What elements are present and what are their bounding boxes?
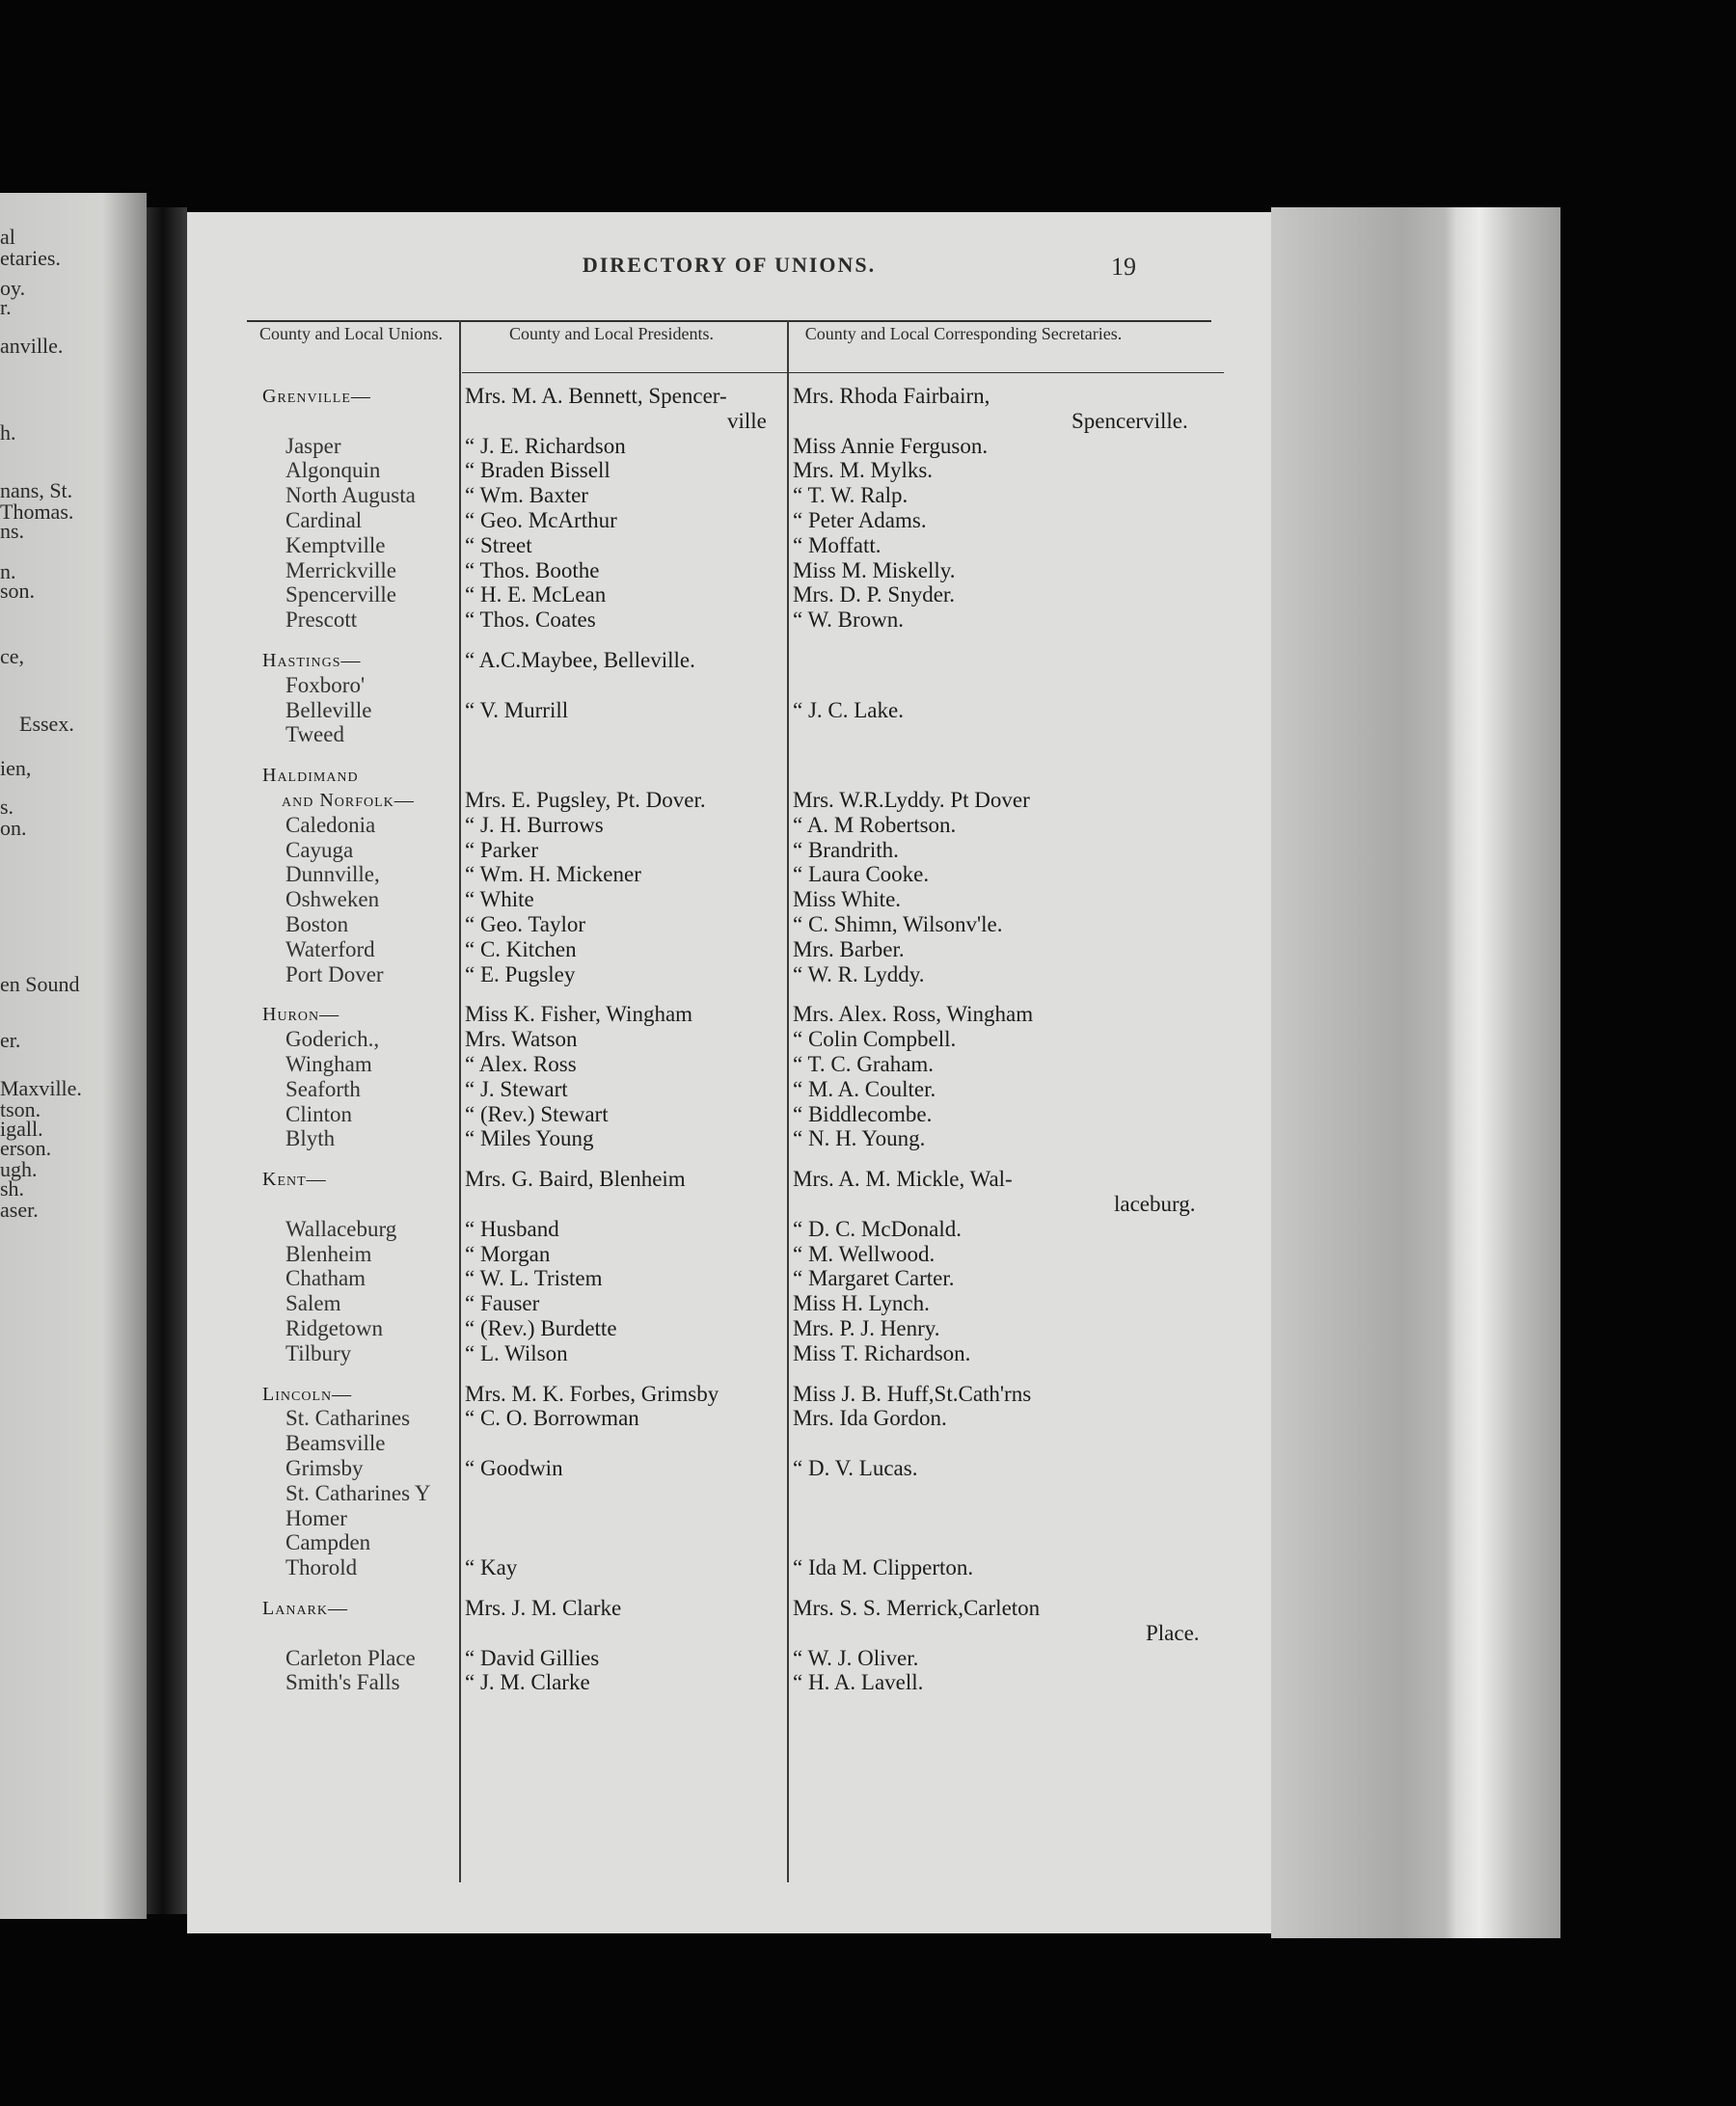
local-union-name: Boston: [285, 912, 349, 936]
directory-row: [187, 1530, 1271, 1555]
local-union-name: Prescott: [285, 608, 358, 633]
secretary-name: Place.: [1146, 1620, 1200, 1645]
local-union-name: Caledonia: [285, 812, 376, 837]
secretary-name: “ Peter Adams.: [793, 508, 927, 532]
president-name: “ David Gillies: [465, 1645, 600, 1670]
president-name: “ Thos. Coates: [465, 608, 596, 633]
local-union-name: St. Catharines: [285, 1406, 411, 1431]
directory-row: [187, 1291, 1271, 1316]
directory-row: [187, 937, 1271, 962]
directory-row: [187, 887, 1271, 912]
directory-row: [187, 962, 1271, 987]
book-gutter: [147, 207, 187, 1914]
left-page-text: igall.: [0, 1117, 43, 1141]
left-page-text: Thomas.: [0, 500, 74, 524]
local-union-name: Goderich.,: [285, 1027, 380, 1052]
directory-row: [187, 1621, 1271, 1646]
local-union-name: Grimsby: [285, 1456, 364, 1480]
local-union-name: Homer: [285, 1505, 347, 1530]
president-name: “ V. Murrill: [465, 697, 569, 722]
secretary-name: Miss J. B. Huff,St.Cath'rns: [793, 1381, 1032, 1406]
local-union-name: St. Catharines Y: [285, 1480, 431, 1505]
president-name: ville: [727, 408, 767, 433]
directory-row: [187, 862, 1271, 887]
directory-row: [187, 608, 1271, 633]
secretary-name: “ D. V. Lucas.: [793, 1456, 918, 1480]
directory-row: [187, 508, 1271, 533]
local-union-name: Wingham: [285, 1052, 372, 1076]
directory-row: [187, 788, 1271, 813]
secretary-name: “ Margaret Carter.: [793, 1266, 955, 1291]
local-union-name: Ridgetown: [285, 1316, 383, 1340]
local-union-name: Foxboro': [285, 672, 366, 697]
president-name: “ Wm. H. Mickener: [465, 862, 641, 887]
secretary-name: laceburg.: [1114, 1192, 1196, 1216]
secretary-name: Mrs. A. M. Mickle, Wal-: [793, 1167, 1013, 1192]
page-number: 19: [1111, 253, 1136, 281]
directory-row: [187, 1646, 1271, 1671]
county-name: Haldimand: [262, 765, 359, 787]
directory-row: [187, 483, 1271, 508]
header-top-rule: [247, 320, 1211, 322]
president-name: “ J. E. Richardson: [465, 433, 626, 458]
secretary-name: “ H. A. Lavell.: [793, 1670, 924, 1695]
directory-row: [187, 1167, 1271, 1192]
county-name: Huron—: [262, 1004, 340, 1026]
secretary-name: Mrs. Barber.: [793, 936, 905, 961]
secretary-name: “ D. C. McDonald.: [793, 1216, 963, 1241]
secretary-name: Miss White.: [793, 887, 902, 912]
directory-page: [187, 212, 1271, 1933]
left-page-text: erson.: [0, 1136, 52, 1160]
secretary-name: Miss H. Lynch.: [793, 1291, 930, 1316]
local-union-name: Merrickville: [285, 557, 396, 582]
left-page-fragment: [0, 193, 147, 1919]
local-union-name: Salem: [285, 1291, 341, 1316]
left-page-text: Essex.: [19, 712, 74, 736]
header-bottom-rule: [462, 372, 1224, 373]
secretary-name: “ T. W. Ralp.: [793, 483, 909, 508]
directory-row: [187, 1431, 1271, 1456]
directory-row: [187, 1555, 1271, 1580]
secretary-name: Spencerville.: [1071, 408, 1188, 433]
left-page-text: son.: [0, 579, 36, 603]
directory-row: [187, 1002, 1271, 1027]
president-name: “ Geo. Taylor: [465, 912, 586, 936]
left-page-text: ugh.: [0, 1157, 38, 1181]
president-name: “ Morgan: [465, 1241, 551, 1266]
left-page-text: s.: [0, 795, 14, 819]
directory-row: [187, 1192, 1271, 1217]
president-name: “ Wm. Baxter: [465, 483, 588, 508]
directory-row: [187, 1456, 1271, 1481]
left-page-text: aser.: [0, 1198, 39, 1222]
local-union-name: Oshweken: [285, 887, 380, 912]
directory-row: [187, 434, 1271, 459]
local-union-name: North Augusta: [285, 483, 416, 508]
directory-row: [187, 1316, 1271, 1341]
directory-row: [187, 1217, 1271, 1242]
page-edges: [1271, 207, 1560, 1938]
president-name: Mrs. J. M. Clarke: [465, 1596, 622, 1620]
left-page-text: h.: [0, 420, 16, 445]
president-name: “ White: [465, 887, 534, 912]
directory-row: [187, 458, 1271, 483]
local-union-name: Smith's Falls: [285, 1670, 400, 1695]
directory-row: [187, 533, 1271, 558]
local-union-name: Blenheim: [285, 1241, 372, 1266]
directory-row: [187, 384, 1271, 409]
secretary-name: “ W. Brown.: [793, 608, 904, 633]
local-union-name: Kemptville: [285, 532, 386, 557]
directory-row: [187, 1481, 1271, 1506]
left-page-text: tson.: [0, 1097, 41, 1121]
secretary-name: Mrs. D. P. Snyder.: [793, 582, 956, 608]
directory-row: [187, 1406, 1271, 1431]
directory-row: [187, 813, 1271, 838]
local-union-name: Jasper: [285, 433, 341, 458]
directory-row: [187, 648, 1271, 673]
directory-row: [187, 722, 1271, 747]
local-union-name: Spencerville: [285, 582, 396, 608]
president-name: “ Braden Bissell: [465, 458, 610, 483]
directory-row: [187, 912, 1271, 937]
directory-row: [187, 1341, 1271, 1366]
president-name: “ L. Wilson: [465, 1340, 568, 1365]
president-name: “ Fauser: [465, 1291, 540, 1316]
directory-row: [187, 558, 1271, 583]
local-union-name: Waterford: [285, 936, 375, 961]
directory-row: [187, 1027, 1271, 1052]
secretary-name: Mrs. W.R.Lyddy. Pt Dover: [793, 788, 1030, 812]
directory-row: [187, 1077, 1271, 1102]
secretary-name: Miss M. Miskelly.: [793, 557, 956, 582]
left-page-text: ien,: [0, 756, 32, 780]
president-name: “ Street: [465, 532, 532, 557]
president-name: “ W. L. Tristem: [465, 1266, 603, 1291]
left-page-text: n.: [0, 559, 16, 583]
president-name: “ Alex. Ross: [465, 1052, 577, 1076]
president-name: Miss K. Fisher, Wingham: [465, 1002, 693, 1027]
secretary-name: Mrs. M. Mylks.: [793, 458, 934, 483]
local-union-name: Tilbury: [285, 1340, 352, 1365]
president-name: “ Kay: [465, 1555, 518, 1580]
local-union-name: Cayuga: [285, 837, 354, 862]
local-union-name: Algonquin: [285, 458, 381, 483]
secretary-name: “ Brandrith.: [793, 837, 899, 862]
secretary-name: Mrs. Alex. Ross, Wingham: [793, 1002, 1034, 1027]
left-page-text: en Sound: [0, 972, 80, 996]
secretary-name: Miss Annie Ferguson.: [793, 433, 989, 458]
directory-row: [187, 838, 1271, 863]
directory-row: [187, 763, 1271, 788]
secretary-name: “ C. Shimn, Wilsonv'le.: [793, 912, 1003, 936]
left-page-text: er.: [0, 1028, 21, 1052]
left-page-text: al: [0, 225, 15, 249]
directory-row: [187, 1266, 1271, 1291]
president-name: “ E. Pugsley: [465, 961, 576, 986]
president-name: “ J. Stewart: [465, 1076, 568, 1101]
secretary-name: “ N. H. Young.: [793, 1126, 926, 1151]
directory-row: [187, 409, 1271, 434]
local-union-name: Port Dover: [285, 961, 384, 986]
local-union-name: Blyth: [285, 1126, 336, 1151]
local-union-name: Clinton: [285, 1101, 353, 1126]
column-header-presidents: County and Local Presidents.: [509, 324, 714, 343]
county-name: Lincoln—: [262, 1383, 353, 1405]
secretary-name: “ M. Wellwood.: [793, 1241, 936, 1266]
local-union-name: Cardinal: [285, 508, 363, 532]
directory-row: [187, 582, 1271, 608]
column-header-local: County and Local Unions.: [259, 324, 443, 343]
directory-row: [187, 1382, 1271, 1407]
president-name: Mrs. M. A. Bennett, Spencer-: [465, 384, 727, 408]
president-name: “ C. Kitchen: [465, 936, 577, 961]
directory-row: [187, 673, 1271, 698]
directory-row: [187, 1242, 1271, 1267]
local-union-name: Carleton Place: [285, 1645, 416, 1670]
local-union-name: Chatham: [285, 1266, 366, 1291]
secretary-name: “ W. R. Lyddy.: [793, 961, 925, 986]
directory-row: [187, 1102, 1271, 1127]
president-name: “ J. M. Clarke: [465, 1670, 590, 1695]
secretary-name: “ Biddlecombe.: [793, 1101, 933, 1126]
left-page-text: Maxville.: [0, 1076, 82, 1100]
president-name: Mrs. M. K. Forbes, Grimsby: [465, 1381, 719, 1406]
directory-row: [187, 1126, 1271, 1151]
president-name: “ H. E. McLean: [465, 582, 607, 608]
president-name: “ (Rev.) Burdette: [465, 1316, 617, 1340]
left-page-text: on.: [0, 816, 27, 840]
directory-row: [187, 1670, 1271, 1695]
president-name: “ C. O. Borrowman: [465, 1406, 639, 1431]
county-name: and Norfolk—: [282, 790, 415, 811]
president-name: “ Goodwin: [465, 1456, 563, 1480]
president-name: “ Miles Young: [465, 1126, 594, 1151]
column-header-secretaries: County and Local Corresponding Secretaries.: [804, 324, 1123, 343]
directory-row: [187, 1596, 1271, 1621]
directory-row: [187, 698, 1271, 723]
county-name: Kent—: [262, 1169, 327, 1191]
president-name: Mrs. E. Pugsley, Pt. Dover.: [465, 788, 706, 812]
secretary-name: Miss T. Richardson.: [793, 1340, 971, 1365]
president-name: “ (Rev.) Stewart: [465, 1101, 609, 1126]
secretary-name: “ Laura Cooke.: [793, 862, 930, 887]
president-name: Mrs. G. Baird, Blenheim: [465, 1167, 686, 1192]
left-page-text: oy.: [0, 276, 26, 300]
secretary-name: “ Moffatt.: [793, 532, 882, 557]
running-head: DIRECTORY OF UNIONS.: [582, 253, 877, 277]
left-page-text: sh.: [0, 1176, 25, 1201]
local-union-name: Belleville: [285, 697, 372, 722]
president-name: Mrs. Watson: [465, 1027, 578, 1052]
local-union-name: Tweed: [285, 722, 344, 747]
local-union-name: Wallaceburg: [285, 1216, 397, 1241]
secretary-name: Mrs. P. J. Henry.: [793, 1316, 940, 1340]
president-name: “ Husband: [465, 1216, 559, 1241]
local-union-name: Beamsville: [285, 1431, 386, 1456]
county-name: Grenville—: [262, 386, 371, 407]
president-name: “ Thos. Boothe: [465, 557, 600, 582]
secretary-name: Mrs. S. S. Merrick,Carleton: [793, 1596, 1041, 1620]
president-name: “ Geo. McArthur: [465, 508, 617, 532]
secretary-name: “ Colin Compbell.: [793, 1027, 957, 1052]
county-name: Lanark—: [262, 1598, 348, 1619]
left-page-text: r.: [0, 295, 12, 319]
secretary-name: “ Ida M. Clipperton.: [793, 1555, 974, 1580]
directory-row: [187, 1052, 1271, 1077]
left-page-text: ce,: [0, 644, 25, 668]
secretary-name: “ M. A. Coulter.: [793, 1076, 936, 1101]
left-page-text: ns.: [0, 519, 25, 543]
secretary-name: “ A. M Robertson.: [793, 812, 957, 837]
local-union-name: Thorold: [285, 1555, 358, 1580]
secretary-name: Mrs. Ida Gordon.: [793, 1406, 947, 1431]
secretary-name: Mrs. Rhoda Fairbairn,: [793, 384, 990, 408]
left-page-text: etaries.: [0, 246, 61, 270]
secretary-name: “ T. C. Graham.: [793, 1052, 935, 1076]
president-name: “ Parker: [465, 837, 538, 862]
local-union-name: Dunnville,: [285, 862, 380, 887]
secretary-name: “ J. C. Lake.: [793, 697, 904, 722]
president-name: “ J. H. Burrows: [465, 812, 604, 837]
local-union-name: Campden: [285, 1530, 371, 1555]
president-name: “ A.C.Maybee, Belleville.: [465, 648, 695, 672]
county-name: Hastings—: [262, 650, 362, 671]
directory-row: [187, 1506, 1271, 1531]
left-page-text: anville.: [0, 334, 64, 358]
local-union-name: Seaforth: [285, 1076, 361, 1101]
secretary-name: “ W. J. Oliver.: [793, 1645, 919, 1670]
left-page-text: nans, St.: [0, 478, 73, 502]
